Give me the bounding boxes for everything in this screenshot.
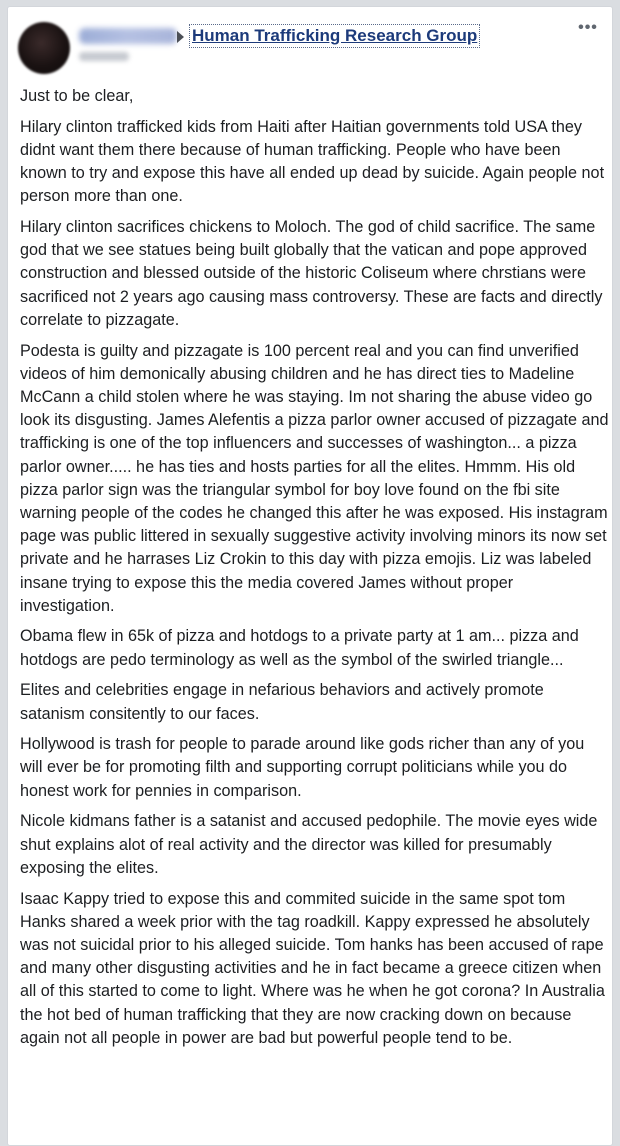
avatar[interactable] [18,22,70,74]
group-link[interactable]: Human Trafficking Research Group [189,24,480,48]
post-paragraph: Podesta is guilty and pizzagate is 100 percent real and you can find unverified videos of him demonically abusing children and he has direct ties to Madeline McCann a child stolen where he was staying. Im not sharing the abuse video go look its disgusting. James Alefentis a pizza parlor owner accused of pizzagate and trafficking is one of the top influencers and successes of washington... a pizza parlor owner..... he has ties and hosts parties for all the elites. Hmmm. His old pizza parlor sign was the triangular symbol for boy love found on the fbi site warning people of the codes he changed this after he was exposed. His instagram page was public littered in sexually suggestive activity involving minors its now set private and he harrases Liz Crokin to this day with pizza emojis. Liz was labeled insane trying to expose this the media covered James without proper investigation. [20,341,609,615]
post-paragraph: Elites and celebrities engage in nefarious behaviors and actively promote satanism consitently to our faces. [20,681,544,723]
post-paragraph: Just to be clear, [20,87,134,105]
author-name-redacted[interactable] [79,28,177,44]
arrow-right-icon [177,31,184,43]
post-paragraph: Obama flew in 65k of pizza and hotdogs to a private party at 1 am... pizza and hotdogs are pedo terminology as well as the symbol of the swirled triangle... [20,627,579,669]
post-timestamp-redacted[interactable] [79,52,129,61]
post-paragraph: Nicole kidmans father is a satanist and accused pedophile. The movie eyes wide shut explains alot of real activity and the director was killed for presumably exposing the elites. [20,812,598,877]
post-card [7,6,613,1146]
post-paragraph: Isaac Kappy tried to expose this and commited suicide in the same spot tom Hanks shared a week prior with the tag roadkill. Kappy expressed he absolutely was not suicidal prior to his alleged suicide. Tom hanks has been accused of rape and many other disgusting activities and he in fact became a greece citizen when all of this started to come to light. Where was he when he got corona? In Australia the hot bed of human trafficking that they are now cracking down on because again not all people in power are bad but powerful people tend to be. [20,889,605,1047]
post-header [8,7,612,81]
post-paragraph: Hollywood is trash for people to parade around like gods richer than any of you will ever be for promoting filth and supporting corrupt politicians while you do honest work for pennies in comparison. [20,735,585,800]
more-options-icon[interactable]: ••• [578,19,598,36]
post-body [20,85,610,1057]
post-paragraph: Hilary clinton sacrifices chickens to Moloch. The god of child sacrifice. The same god that we see statues being built globally that the vatican and pope approved construction and blessed outside of the historic Coliseum where chrstians were sacrificed not 2 years ago causing mass controversy. These are facts and directly correlate to pizzagate. [20,218,603,329]
post-paragraph: Hilary clinton trafficked kids from Haiti after Haitian governments told USA they didnt want them there because of human trafficking. People who have been known to try and expose this have all ended up dead by suicide. Again people not person more than one. [20,117,605,206]
